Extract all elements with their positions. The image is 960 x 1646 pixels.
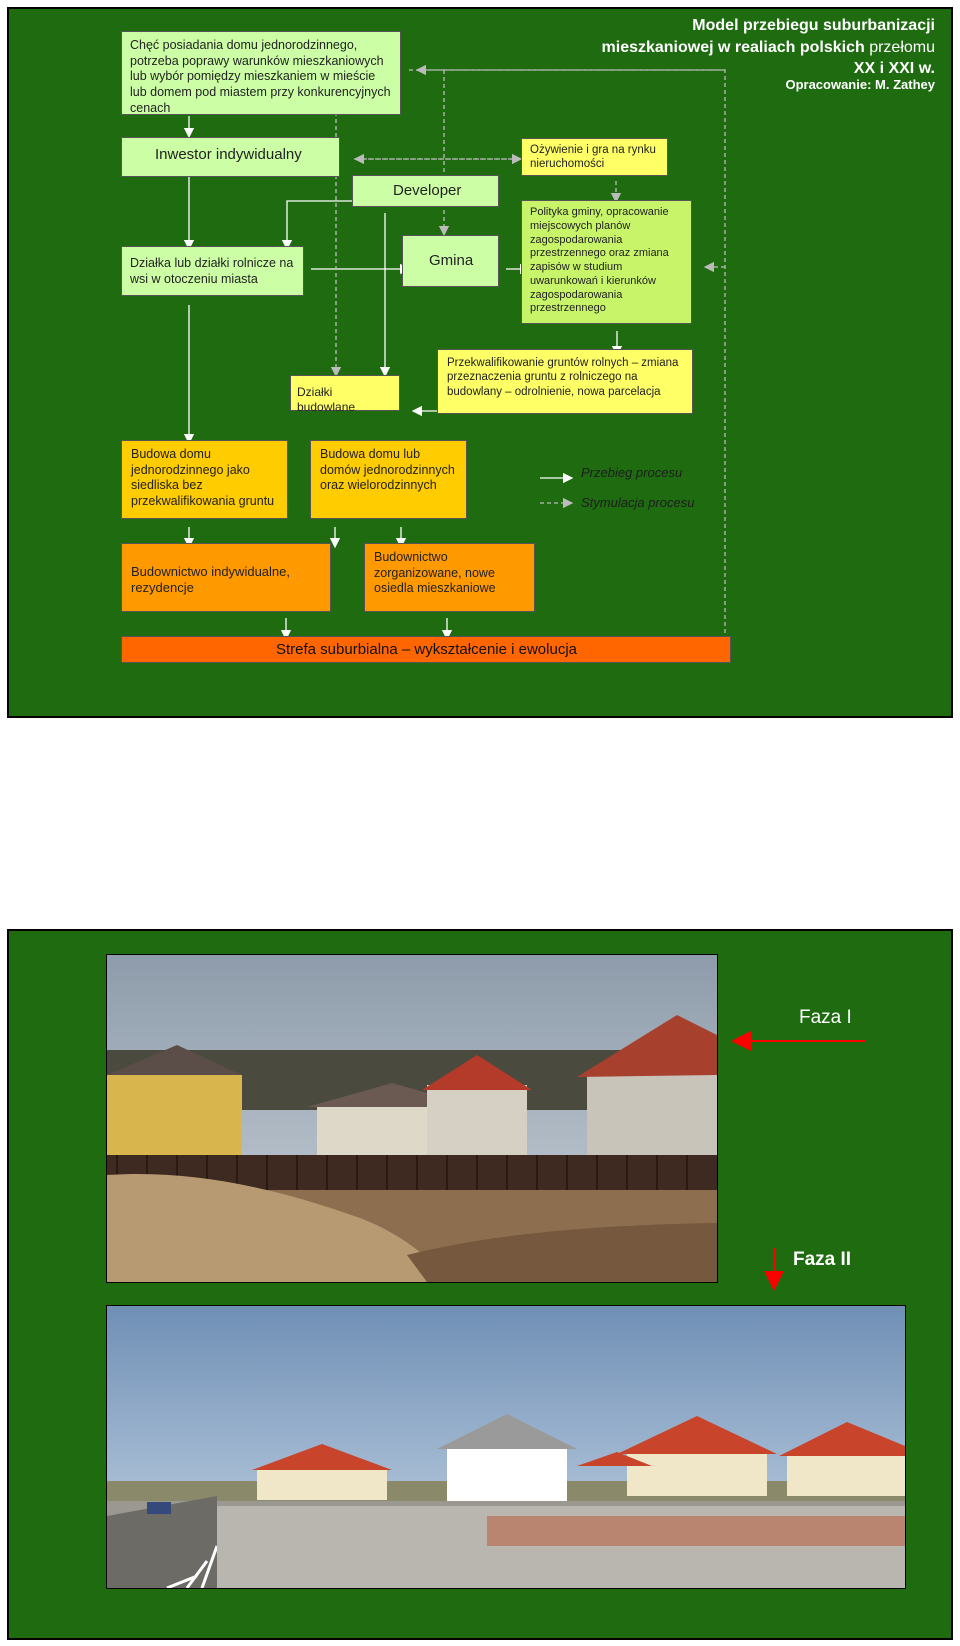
box-house-multi: Budowa domu lub domów jednorodzinnych oraz wielorodzinnych — [310, 440, 467, 519]
legend-process-label: Przebieg procesu — [581, 465, 683, 480]
phase-1-houses-image — [107, 955, 717, 1282]
photo-phase-2 — [106, 1305, 906, 1589]
box-suburban-zone: Strefa suburbialna – wykształcenie i ewolucja — [121, 636, 731, 663]
box-individual-housing: Budownictwo indywidualne, rezydencje — [121, 543, 331, 612]
author-credit: Opracowanie: M. Zathey — [785, 77, 935, 92]
arrow-developer-plot — [287, 201, 359, 249]
box-gmina: Gmina — [402, 235, 499, 287]
box-policy: Polityka gminy, opracowanie miejscowych planów zagospodarowania przestrzennego oraz zmiana zapisów w studium uwarunkowań i kierunków zagospodarowania przestrzennego — [521, 200, 692, 324]
box-organized-housing: Budownictwo zorganizowane, nowe osiedla mieszkaniowe — [364, 543, 535, 612]
box-motivation: Chęć posiadania domu jednorodzinnego, potrzeba poprawy warunków mieszkaniowych lub wybór pomiędzy mieszkaniem w mieście lub domem pod miastem przy konkurencyjnych cenach — [121, 31, 401, 115]
title-line-1: Model przebiegu suburbanizacji — [692, 17, 935, 34]
title-line-2-normal: przełomu — [869, 38, 935, 56]
box-developer: Developer — [352, 175, 499, 207]
phase-1-label: Faza I — [799, 1007, 852, 1028]
box-investor: Inwestor indywidualny — [121, 137, 340, 177]
phase-2-label: Faza II — [793, 1249, 852, 1270]
box-house-single: Budowa domu jednorodzinnego jako siedliska bez przekwalifikowania gruntu — [121, 440, 288, 519]
photo-phase-1 — [106, 954, 718, 1283]
box-market: Ożywienie i gra na rynku nieruchomości — [521, 138, 668, 176]
photo-slide — [7, 929, 953, 1640]
model-diagram-slide — [7, 7, 953, 718]
legend-stimulation-label: Stymulacja procesu — [581, 495, 695, 510]
box-requalification: Przekwalifikowanie gruntów rolnych – zmiana przeznaczenia gruntu z rolniczego na budowlany – odrolnienie, nowa parcelacja — [437, 349, 693, 414]
phase-2-houses-image — [107, 1306, 905, 1588]
title-line-2: mieszkaniowej w realiach polskich — [601, 38, 865, 56]
box-building-plots: Działki budowlane — [290, 375, 400, 411]
title-line-3: XX i XXI w. — [853, 60, 935, 78]
box-plot: Działka lub działki rolnicze na wsi w otoczeniu miasta — [121, 246, 304, 296]
